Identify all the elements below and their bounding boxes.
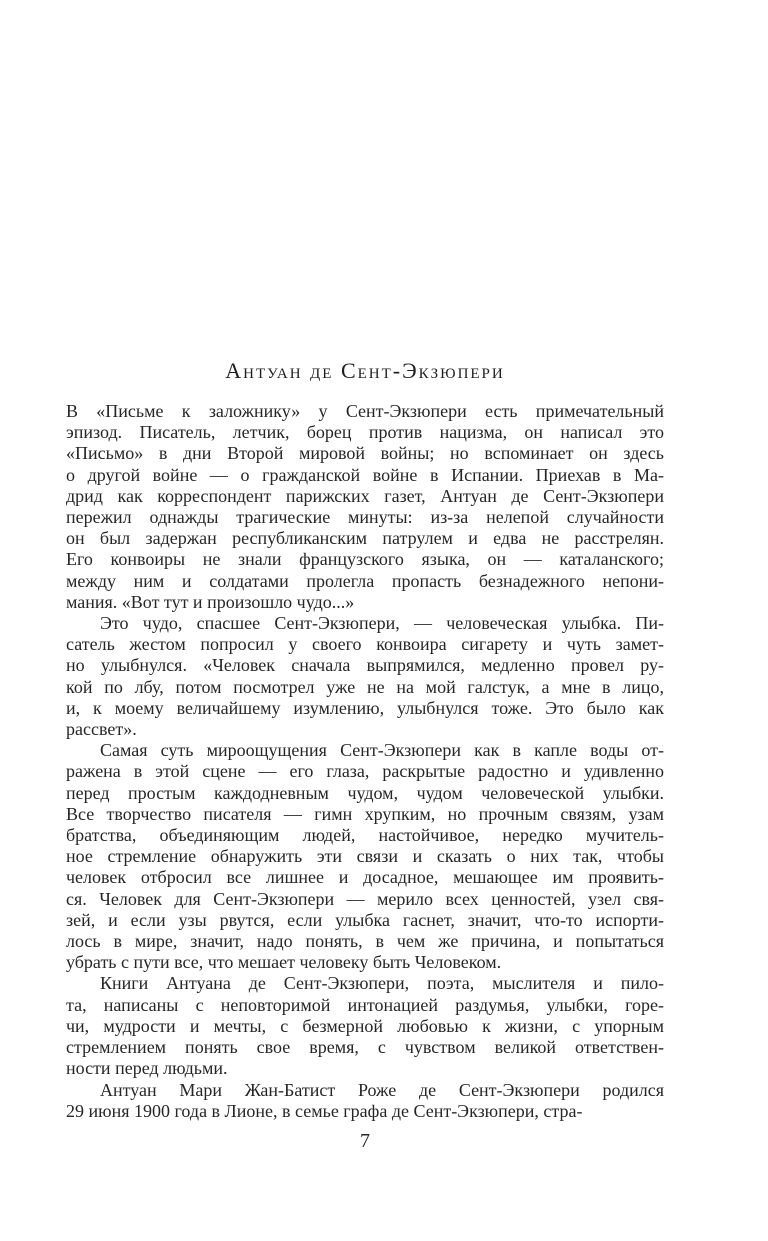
text-line: В «Письме к заложнику» у Сент-Экзюпери есть примечательный (66, 401, 664, 421)
text-line: эпизод. Писатель, летчик, борец против нацизма, он написал это (66, 422, 664, 443)
text-line: Его конвоиры не знали французского языка, он — каталанского; (66, 549, 664, 570)
text-line: та, написаны с неповторимой интонацией раздумья, улыбки, горе- (66, 994, 664, 1015)
text-line: 29 июня 1900 года в Лионе, в семье графа де Сент-Экзюпери, стра- (66, 1100, 583, 1121)
paragraph (66, 401, 664, 613)
text-line: сатель жестом попросил у своего конвоира сигарету и чуть замет- (66, 634, 664, 655)
text-line: ности перед людьми. (66, 1058, 228, 1079)
text-line: Самая суть мироощущения Сент-Экзюпери как в капле воды от- (100, 740, 664, 761)
text-line: убрать с пути все, что мешает человеку быть Человеком. (66, 952, 502, 973)
text-line: лось в мире, значит, надо понять, в чем же причина, и попытаться (66, 931, 664, 952)
text-line: братства, объединяющим людей, настойчивое, нередко мучитель- (66, 825, 664, 846)
paragraph (66, 613, 664, 740)
text-line: кой по лбу, потом посмотрел уже не на мой галстук, а мне в лицо, (66, 676, 664, 697)
text-line: ное стремление обнаружить эти связи и сказать о них так, чтобы (66, 846, 664, 867)
text-line: человек отбросил все лишнее и досадное, мешающее им проявить- (66, 867, 664, 888)
text-line: ся. Человек для Сент-Экзюпери — мерило всех ценностей, узел свя- (66, 888, 664, 909)
text-line: рассвет». (66, 719, 137, 740)
text-line: он был задержан республиканским патрулем и едва не расстрелян. (66, 528, 664, 549)
text-line: Книги Антуана де Сент-Экзюпери, поэта, мыслителя и пило- (100, 973, 664, 994)
paragraph (66, 1080, 664, 1122)
text-line: Антуан Мари Жан-Батист Роже де Сент-Экзюпери родился (100, 1079, 664, 1100)
page-title: Антуан де Сент-Экзюпери (225, 358, 505, 383)
body-text (66, 401, 664, 1122)
text-line: пережил однажды трагические минуты: из-за нелепой случайности (66, 507, 664, 528)
text-line: Это чудо, спасшее Сент-Экзюпери, — человеческая улыбка. Пи- (100, 613, 664, 634)
text-line: но улыбнулся. «Человек сначала выпрямился, медленно провел ру- (66, 655, 664, 676)
text-line: между ним и солдатами пролегла пропасть безнадежного непони- (66, 570, 664, 591)
text-line: и, к моему величайшему изумлению, улыбнулся тоже. Это было как (66, 697, 664, 718)
text-line: зей, и если узы рвутся, если улыбка гаснет, значит, что-то испорти- (66, 909, 664, 930)
text-line: чи, мудрости и мечты, с безмерной любовью к жизни, с упорным (66, 1015, 664, 1036)
text-line: Все творчество писателя — гимн хрупким, но прочным связям, узам (66, 803, 664, 824)
text-line: ражена в этой сцене — его глаза, раскрытые радостно и удивленно (66, 761, 664, 782)
page-number: 7 (360, 1130, 370, 1152)
text-line: стремлением понять свое время, с чувством великой ответствен- (66, 1037, 664, 1058)
text-line: дрид как корреспондент парижских газет, Антуан де Сент-Экзюпери (66, 485, 664, 506)
paragraph (66, 973, 664, 1079)
text-line: о другой войне — о гражданской войне в Испании. Приехав в Ма- (66, 464, 664, 485)
text-line: «Письмо» в дни Второй мировой войны; но вспоминает он здесь (66, 443, 664, 464)
text-line: мания. «Вот тут и произошло чудо...» (66, 591, 355, 612)
text-line: перед простым каждодневным чудом, чудом человеческой улыбки. (66, 782, 664, 803)
paragraph (66, 740, 664, 973)
